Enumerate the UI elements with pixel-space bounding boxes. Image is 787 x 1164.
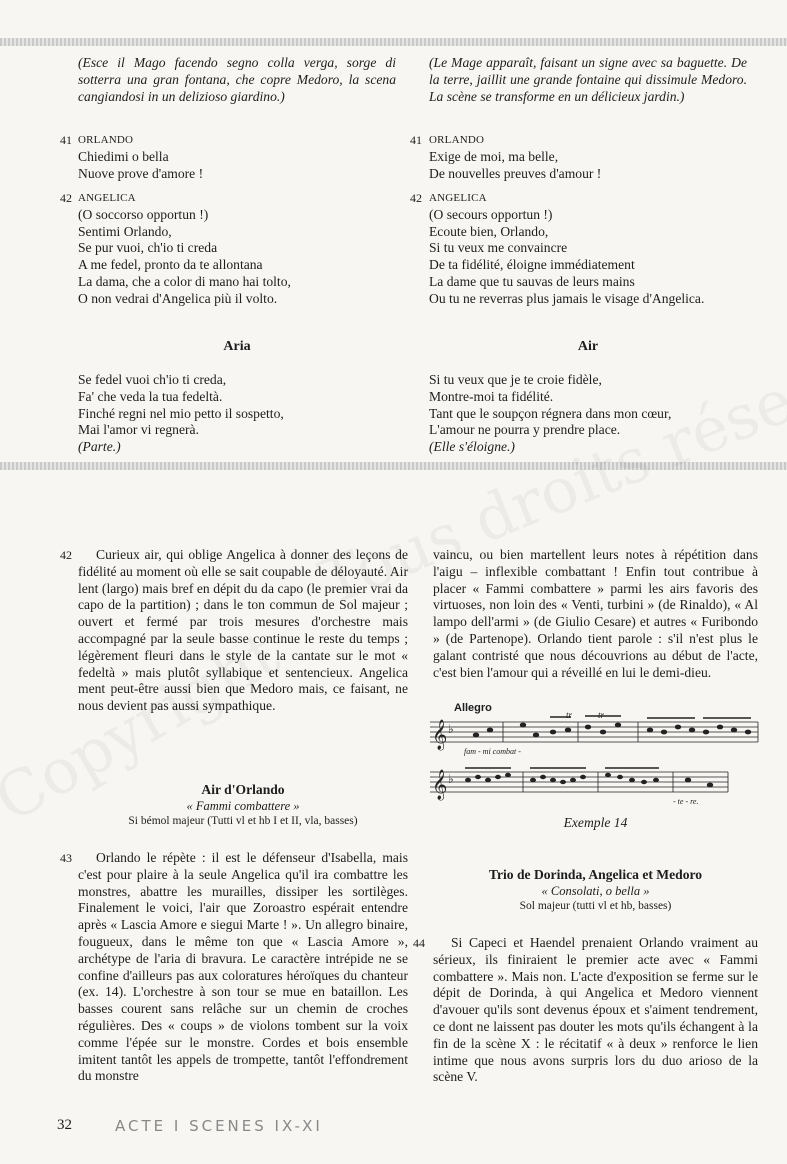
svg-text:𝄞: 𝄞 xyxy=(432,770,448,800)
trio-subtitle: « Consolati, o bella » xyxy=(541,884,650,898)
speaker-angelica: ANGELICA xyxy=(78,192,136,204)
trio-key: Sol majeur (tutti vl et hb, basses) xyxy=(519,900,672,912)
verse-line: Montre-moi ta fidélité. xyxy=(429,388,554,404)
verse-line: De ta fidélité, éloigne immédiatement xyxy=(429,257,635,273)
svg-text:tr: tr xyxy=(598,710,605,720)
verse-line: A me fedel, pronto da te allontana xyxy=(78,257,263,273)
svg-text:tr: tr xyxy=(566,710,573,720)
air-subtitle: « Fammi combattere » xyxy=(186,799,300,813)
right-orlando-block xyxy=(429,132,759,182)
verse-line: Nuove prove d'amore ! xyxy=(78,165,204,181)
verse-line: Exige de moi, ma belle, xyxy=(429,148,559,164)
trio-title: Trio de Dorinda, Angelica et Medoro xyxy=(488,867,703,882)
svg-text:♭: ♭ xyxy=(448,772,454,786)
example-caption: Exemple 14 xyxy=(563,815,628,830)
verse-line: La dame que tu sauvas de leurs mains xyxy=(429,273,635,289)
right-angelica-block xyxy=(429,190,769,308)
verse-line: Fa' che veda la tua fedeltà. xyxy=(78,388,223,404)
middle-decorative-band xyxy=(0,462,787,470)
right-stage-direction: (Le Mage apparaît, faisant un signe avec sa baguette. De la terre, jaillit une grande fontaine qui dissimule Medoro. La scène se transforme en un délicieux jardin.) xyxy=(429,55,747,104)
left-aria-block xyxy=(78,372,398,456)
verse-line: Si tu veux me convaincre xyxy=(429,240,568,256)
commentary-number-44: 44 xyxy=(413,936,425,950)
left-angelica-block xyxy=(78,190,398,308)
music-tempo: Allegro xyxy=(454,702,492,714)
music-lyric-2: - te - re. xyxy=(673,797,699,806)
commentary-paragraph-43: Orlando le répète : il est le défenseur d'Isabella, mais c'est pour plaire à la seule Angelica qu'il ira combattre les monstres, abattre les murailles, dissiper les sortilèges. Finalement le voici, l'air que Zoroastro espérait entendre après « Lascia Amore e siegui Marte ! ». Un allegro binaire, fougueux, dans le même ton que « Lascia Amore », archétype de l'aria di bravura. Le caractère intrépide ne se confine d'ailleurs pas aux coloratures héroïques du chanteur (ex. 14). L'orchestre à son tour se mue en bataillon. Les basses courent sans relâche sur un chemin de croches régulières. Des « coups » de violons tombent sur la voix comme l'épée sur le monstre. Cordes et bois ensemble imitent tantôt les appels de trompette, tantôt l'effondrement du monstre xyxy=(78,850,408,1084)
running-title: ACTE I SCENES IX-XI xyxy=(115,1117,323,1135)
speaker-angelica: ANGELICA xyxy=(429,192,487,204)
verse-line: Finché regni nel mio petto il sospetto, xyxy=(78,405,284,421)
commentary-paragraph-42-continued: vaincu, ou bien martellent leurs notes à répétition dans l'aigu – inflexible combattant ! Enfin tout contribue à placer « Fammi combattere » parmi les airs favoris des virtuoses, non loin des « Venti, turbini » (de Rinaldo), « Al lampo dell'armi » (de Giulio Cesare) et autres « Furibondo » (de Partenope). Orlando tient parole : s'il n'est plus le galant contristé que nous découvrions au début de l'acte, c'est bien l'amour qui a réveillé en lui le demi-dieu. xyxy=(433,547,758,680)
svg-text:𝄞: 𝄞 xyxy=(432,720,448,750)
left-aria-title: Aria xyxy=(223,339,251,354)
verse-line: De nouvelles preuves d'amour ! xyxy=(429,165,602,181)
commentary-paragraph-44: Si Capeci et Haendel prenaient Orlando vraiment au sérieux, ils finiraient le premier acte avec « Fammi combattere ». Mais non. L'acte d'exposition se ferme sur le dépit de Dorinda, à qui Angelica et Medoro viennent d'avouer qu'ils sont devenus époux et s'aiment tendrement, ce dont ne laissent pas douter les mots qu'ils échangent à la fin de la scène X : le récitatif « à deux » renforce le lien intime que nous avons surpris lors du duo arioso de la scène V. xyxy=(433,935,758,1085)
verse-line: Mai l'amor vi regnerà. xyxy=(78,422,199,438)
stage-exit: (Elle s'éloigne.) xyxy=(429,439,515,455)
verse-line: L'amour ne pourra y prendre place. xyxy=(429,422,621,438)
air-key: Si bémol majeur (Tutti vl et hb I et II, vla, basses) xyxy=(128,815,358,827)
commentary-number-43: 43 xyxy=(60,851,72,865)
svg-text:♭: ♭ xyxy=(448,722,454,736)
right-aria-block xyxy=(429,372,759,456)
verse-line: (O secours opportun !) xyxy=(429,206,553,222)
verse-line: Sentimi Orlando, xyxy=(78,223,172,239)
music-staff-1 xyxy=(428,702,763,812)
left-orlando-block xyxy=(78,132,398,182)
left-stage-direction: (Esce il Mago facendo segno colla verga, sorge di sotterra una gran fontana, che copre Medoro, la scena cangiandosi in un delizioso giardino.) xyxy=(78,55,396,104)
verse-line: Ecoute bien, Orlando, xyxy=(429,223,549,239)
verse-line: Tant que le soupçon régnera dans mon cœur, xyxy=(429,405,672,421)
left-number-42: 42 xyxy=(60,191,72,205)
right-number-41: 41 xyxy=(410,133,422,147)
verse-line: O non vedrai d'Angelica più il volto. xyxy=(78,290,278,306)
verse-line: Se fedel vuoi ch'io ti creda, xyxy=(78,372,227,387)
music-example xyxy=(428,702,763,812)
verse-line: Ou tu ne reverras plus jamais le visage d'Angelica. xyxy=(429,290,705,306)
commentary-paragraph-42: Curieux air, qui oblige Angelica à donner des leçons de fidélité au moment où elle se sait coupable de déloyauté. Air lent (largo) mais bref en dépit du da capo (le premier vrai da capo de la partition) ; dans le ton commun de Sol majeur ; ouvert et fermé par trois mesures d'orchestre mais accompagné par la seule basse continue le reste du temps ; légèrement fleuri dans le style de la cantate sur le mot « fedeltà » mais plutôt syllabique et sentencieux. Angelica ment peut-être aussi bien que Medoro mais, ce faisant, ne nous devient pas aussi sympathique. xyxy=(78,547,408,714)
verse-line: Chiedimi o bella xyxy=(78,148,169,164)
page-number: 32 xyxy=(57,1117,72,1133)
verse-line: La dama, che a color di mano hai tolto, xyxy=(78,273,291,289)
left-number-41: 41 xyxy=(60,133,72,147)
air-orlando-heading xyxy=(78,781,408,829)
right-number-42: 42 xyxy=(410,191,422,205)
top-decorative-band xyxy=(0,38,787,46)
music-lyric-1: fam - mi combat - xyxy=(464,747,521,756)
air-title: Air d'Orlando xyxy=(201,782,285,797)
commentary-number-42: 42 xyxy=(60,548,72,562)
verse-line: (O soccorso opportun !) xyxy=(78,206,209,222)
speaker-orlando: ORLANDO xyxy=(78,134,134,146)
stage-exit: (Parte.) xyxy=(78,439,121,455)
right-aria-title: Air xyxy=(577,339,599,354)
verse-line: Se pur vuoi, ch'io ti creda xyxy=(78,240,218,256)
verse-line: Si tu veux que je te croie fidèle, xyxy=(429,372,602,387)
speaker-orlando: ORLANDO xyxy=(429,134,485,146)
trio-heading xyxy=(428,866,763,914)
